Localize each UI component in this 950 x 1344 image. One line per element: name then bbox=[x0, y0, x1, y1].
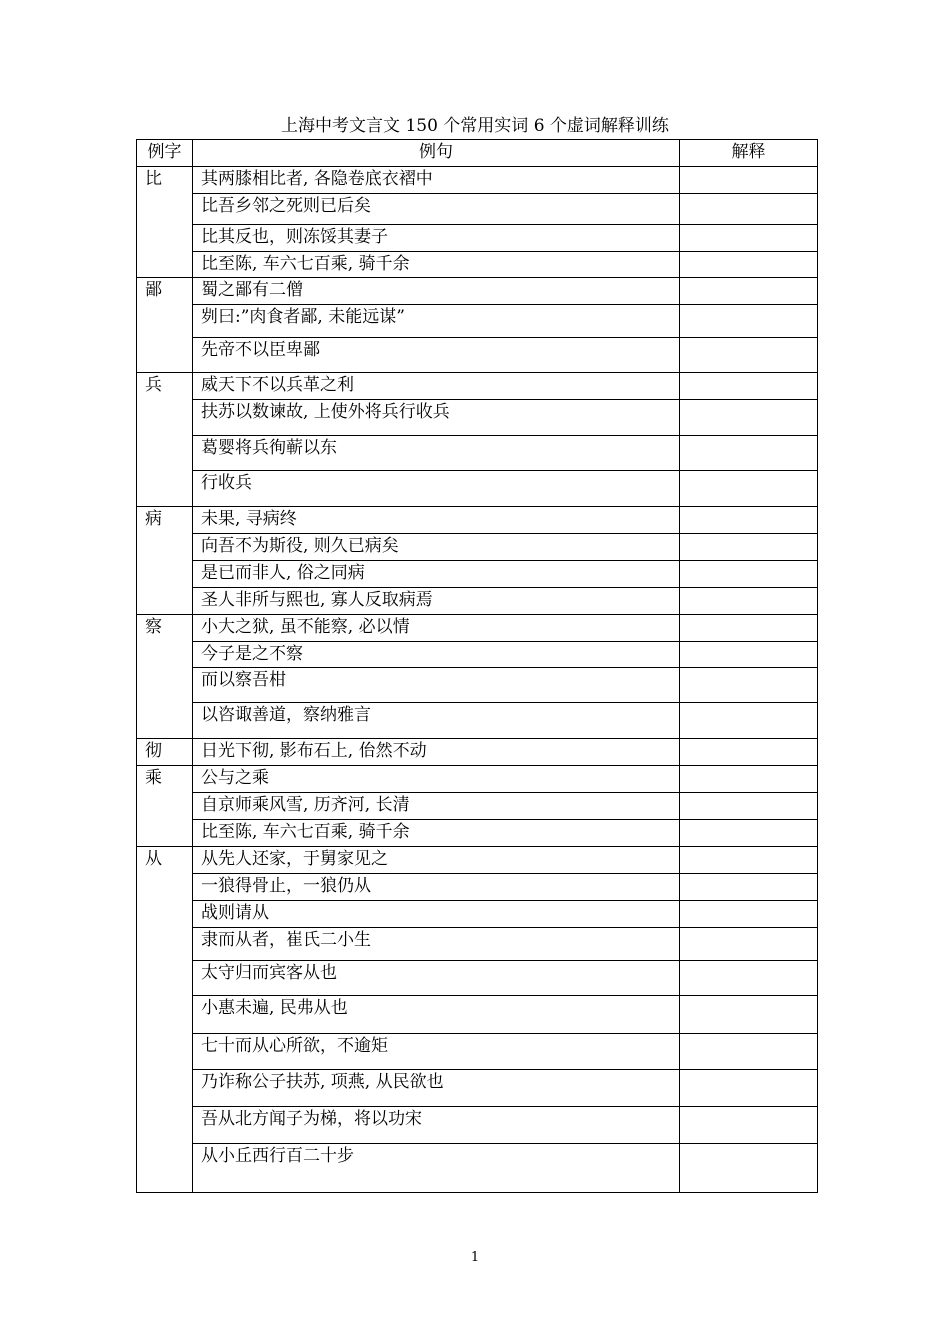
example-sentence-cell: 一狼得骨止，一狼仍从 bbox=[193, 874, 680, 901]
explanation-cell[interactable] bbox=[680, 373, 818, 400]
table-row bbox=[137, 471, 818, 507]
explanation-cell[interactable] bbox=[680, 874, 818, 901]
example-sentence-cell: 蜀之鄙有二僧 bbox=[193, 278, 680, 305]
header-row bbox=[137, 140, 818, 167]
table-row bbox=[137, 703, 818, 739]
table-row bbox=[137, 225, 818, 252]
example-sentence-cell: 小大之狱, 虽不能察, 必以情 bbox=[193, 615, 680, 642]
explanation-cell[interactable] bbox=[680, 928, 818, 961]
table-row bbox=[137, 928, 818, 961]
page-number: 1 bbox=[470, 1250, 480, 1265]
example-char-cell: 兵 bbox=[137, 373, 193, 507]
explanation-cell[interactable] bbox=[680, 793, 818, 820]
header-char: 例字 bbox=[137, 140, 193, 167]
table-row bbox=[137, 847, 818, 874]
example-char-cell: 病 bbox=[137, 507, 193, 615]
example-sentence-cell: 比其反也，则冻馁其妻子 bbox=[193, 225, 680, 252]
table-row bbox=[137, 615, 818, 642]
table-row bbox=[137, 338, 818, 373]
table-row bbox=[137, 194, 818, 225]
table-row bbox=[137, 588, 818, 615]
example-sentence-cell: 向吾不为斯役, 则久已病矣 bbox=[193, 534, 680, 561]
table-row bbox=[137, 1144, 818, 1193]
example-sentence-cell: 是已而非人, 俗之同病 bbox=[193, 561, 680, 588]
table-row bbox=[137, 1107, 818, 1144]
explanation-cell[interactable] bbox=[680, 305, 818, 338]
table-row bbox=[137, 793, 818, 820]
explanation-cell[interactable] bbox=[680, 1107, 818, 1144]
example-sentence-cell: 葛婴将兵徇蕲以东 bbox=[193, 436, 680, 471]
example-sentence-cell: 隶而从者，崔氏二小生 bbox=[193, 928, 680, 961]
example-sentence-cell: 公与之乘 bbox=[193, 766, 680, 793]
explanation-cell[interactable] bbox=[680, 507, 818, 534]
table-row bbox=[137, 642, 818, 668]
table-row bbox=[137, 400, 818, 436]
table-row bbox=[137, 739, 818, 766]
table-row bbox=[137, 874, 818, 901]
table-body bbox=[137, 167, 818, 1193]
explanation-cell[interactable] bbox=[680, 167, 818, 194]
table-row bbox=[137, 561, 818, 588]
explanation-cell[interactable] bbox=[680, 703, 818, 739]
example-sentence-cell: 吾从北方闻子为梯，将以功宋 bbox=[193, 1107, 680, 1144]
table-row bbox=[137, 668, 818, 703]
table-row bbox=[137, 961, 818, 996]
example-sentence-cell: 先帝不以臣卑鄙 bbox=[193, 338, 680, 373]
example-sentence-cell: 扶苏以数谏故, 上使外将兵行收兵 bbox=[193, 400, 680, 436]
explanation-cell[interactable] bbox=[680, 996, 818, 1034]
header-sentence: 例句 bbox=[193, 140, 680, 167]
example-sentence-cell: 乃诈称公子扶苏, 项燕, 从民欲也 bbox=[193, 1070, 680, 1107]
table-row bbox=[137, 534, 818, 561]
example-sentence-cell: 战则请从 bbox=[193, 901, 680, 928]
example-sentence-cell: 自京师乘风雪, 历齐河, 长清 bbox=[193, 793, 680, 820]
example-char-cell: 鄙 bbox=[137, 278, 193, 373]
example-sentence-cell: 比至陈, 车六七百乘, 骑千余 bbox=[193, 820, 680, 847]
explanation-cell[interactable] bbox=[680, 561, 818, 588]
explanation-cell[interactable] bbox=[680, 225, 818, 252]
explanation-cell[interactable] bbox=[680, 194, 818, 225]
example-sentence-cell: 圣人非所与熙也, 寡人反取病焉 bbox=[193, 588, 680, 615]
explanation-cell[interactable] bbox=[680, 668, 818, 703]
example-sentence-cell: 比吾乡邻之死则已后矣 bbox=[193, 194, 680, 225]
explanation-cell[interactable] bbox=[680, 400, 818, 436]
explanation-cell[interactable] bbox=[680, 338, 818, 373]
table-row bbox=[137, 507, 818, 534]
table-row bbox=[137, 278, 818, 305]
example-sentence-cell: 行收兵 bbox=[193, 471, 680, 507]
example-char-cell: 从 bbox=[137, 847, 193, 1193]
example-sentence-cell: 刿曰:”肉食者鄙, 未能远谋” bbox=[193, 305, 680, 338]
explanation-cell[interactable] bbox=[680, 1070, 818, 1107]
example-sentence-cell: 今子是之不察 bbox=[193, 642, 680, 668]
example-sentence-cell: 太守归而宾客从也 bbox=[193, 961, 680, 996]
example-char-cell: 比 bbox=[137, 167, 193, 278]
explanation-cell[interactable] bbox=[680, 588, 818, 615]
table-row bbox=[137, 996, 818, 1034]
example-char-cell: 彻 bbox=[137, 739, 193, 766]
example-sentence-cell: 未果, 寻病终 bbox=[193, 507, 680, 534]
example-sentence-cell: 比至陈, 车六七百乘, 骑千余 bbox=[193, 252, 680, 278]
table-row bbox=[137, 766, 818, 793]
explanation-cell[interactable] bbox=[680, 534, 818, 561]
explanation-cell[interactable] bbox=[680, 615, 818, 642]
example-sentence-cell: 威天下不以兵革之利 bbox=[193, 373, 680, 400]
explanation-cell[interactable] bbox=[680, 1034, 818, 1070]
explanation-cell[interactable] bbox=[680, 252, 818, 278]
explanation-cell[interactable] bbox=[680, 278, 818, 305]
explanation-cell[interactable] bbox=[680, 739, 818, 766]
header-explain: 解释 bbox=[680, 140, 818, 167]
table-row bbox=[137, 436, 818, 471]
exercise-table bbox=[136, 139, 818, 1193]
explanation-cell[interactable] bbox=[680, 436, 818, 471]
example-sentence-cell: 以咨诹善道，察纳雅言 bbox=[193, 703, 680, 739]
explanation-cell[interactable] bbox=[680, 642, 818, 668]
example-char-cell: 察 bbox=[137, 615, 193, 739]
page-title: 上海中考文言文 150 个常用实词 6 个虚词解释训练 bbox=[281, 116, 669, 136]
table-row bbox=[137, 252, 818, 278]
explanation-cell[interactable] bbox=[680, 847, 818, 874]
table-row bbox=[137, 167, 818, 194]
table-row bbox=[137, 901, 818, 928]
example-sentence-cell: 其两膝相比者, 各隐卷底衣褶中 bbox=[193, 167, 680, 194]
explanation-cell[interactable] bbox=[680, 1144, 818, 1193]
explanation-cell[interactable] bbox=[680, 901, 818, 928]
example-sentence-cell: 而以察吾柑 bbox=[193, 668, 680, 703]
example-sentence-cell: 从小丘西行百二十步 bbox=[193, 1144, 680, 1193]
example-sentence-cell: 七十而从心所欲，不逾矩 bbox=[193, 1034, 680, 1070]
example-sentence-cell: 从先人还家，于舅家见之 bbox=[193, 847, 680, 874]
table-row bbox=[137, 820, 818, 847]
example-sentence-cell: 小惠未遍, 民弗从也 bbox=[193, 996, 680, 1034]
explanation-cell[interactable] bbox=[680, 766, 818, 793]
explanation-cell[interactable] bbox=[680, 961, 818, 996]
example-sentence-cell: 日光下彻, 影布石上, 佁然不动 bbox=[193, 739, 680, 766]
table-row bbox=[137, 305, 818, 338]
table-row bbox=[137, 373, 818, 400]
example-char-cell: 乘 bbox=[137, 766, 193, 847]
table-row bbox=[137, 1070, 818, 1107]
explanation-cell[interactable] bbox=[680, 820, 818, 847]
table-row bbox=[137, 1034, 818, 1070]
explanation-cell[interactable] bbox=[680, 471, 818, 507]
